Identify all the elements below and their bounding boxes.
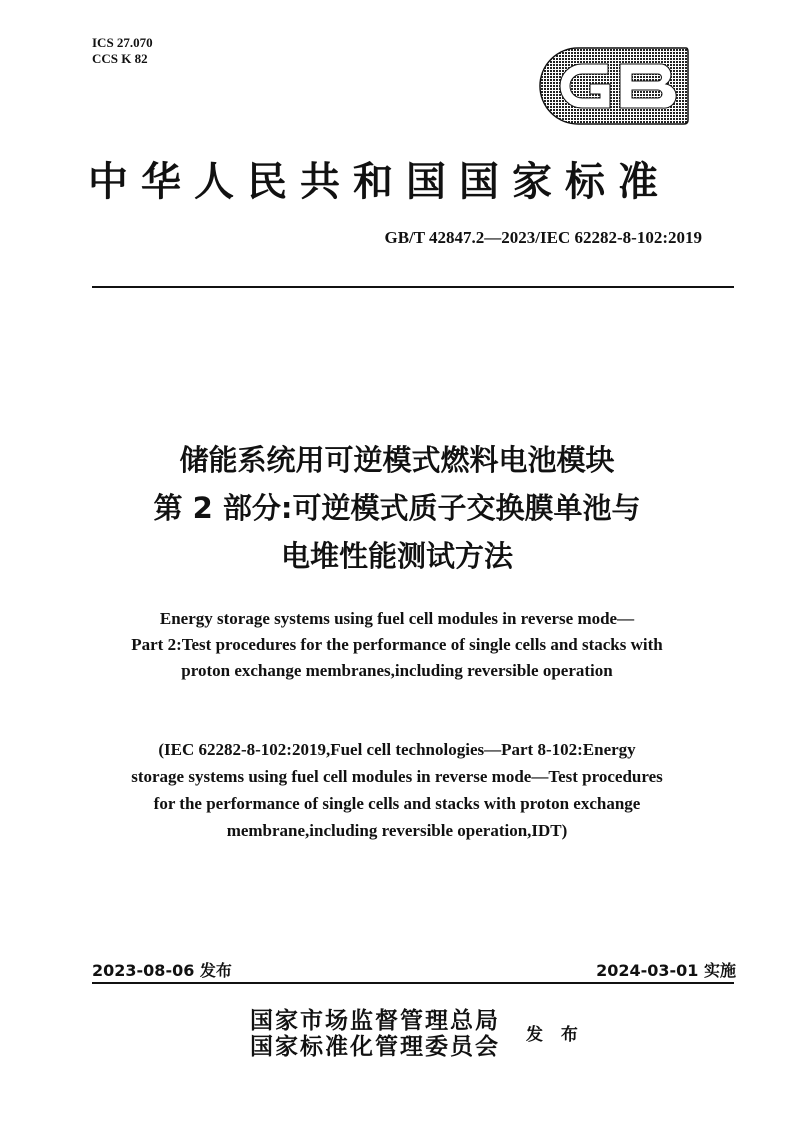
bottom-divider [92,982,734,984]
chinese-title-line: 第 2 部分:可逆模式质子交换膜单池与 [153,491,641,525]
chinese-title [40,436,754,580]
iec-reference [60,736,734,844]
standard-number: GB/T 42847.2—2023/IEC 62282-8-102:2019 [384,228,702,247]
issuer-samr: 国家市场监督管理总局 [250,1007,500,1034]
iec-reference-line: membrane,including reversible operation,IDT) [226,821,568,840]
english-title-line: Energy storage systems using fuel cell modules in reverse mode— [159,609,635,628]
top-divider [92,286,734,288]
issue-date: 2023-08-06 发布 [92,961,232,980]
issuing-authorities [250,1008,500,1060]
implementation-date: 2024-03-01 实施 [596,961,736,980]
iec-reference-line: storage systems using fuel cell modules in reverse mode—Test procedures [131,767,663,786]
ccs-code: CCS K 82 [92,51,148,66]
issuer-sac: 国家标准化管理委员会 [250,1033,500,1060]
publish-label: 发 布 [526,1025,584,1045]
english-title-line: Part 2:Test procedures for the performance of single cells and stacks with [131,635,663,654]
national-standard-title: 中华人民共和国国家标准 [88,159,671,205]
ics-code: ICS 27.070 [92,35,153,50]
iec-reference-line: (IEC 62282-8-102:2019,Fuel cell technologies—Part 8-102:Energy [158,740,636,759]
english-title-line: proton exchange membranes,including reversible operation [181,661,613,680]
gb-logo-icon [538,46,690,126]
chinese-title-line: 储能系统用可逆模式燃料电池模块 [179,443,615,477]
classification-codes [92,35,153,67]
iec-reference-line: for the performance of single cells and stacks with proton exchange [153,794,641,813]
english-title [60,606,734,684]
chinese-title-line: 电堆性能测试方法 [280,539,513,573]
